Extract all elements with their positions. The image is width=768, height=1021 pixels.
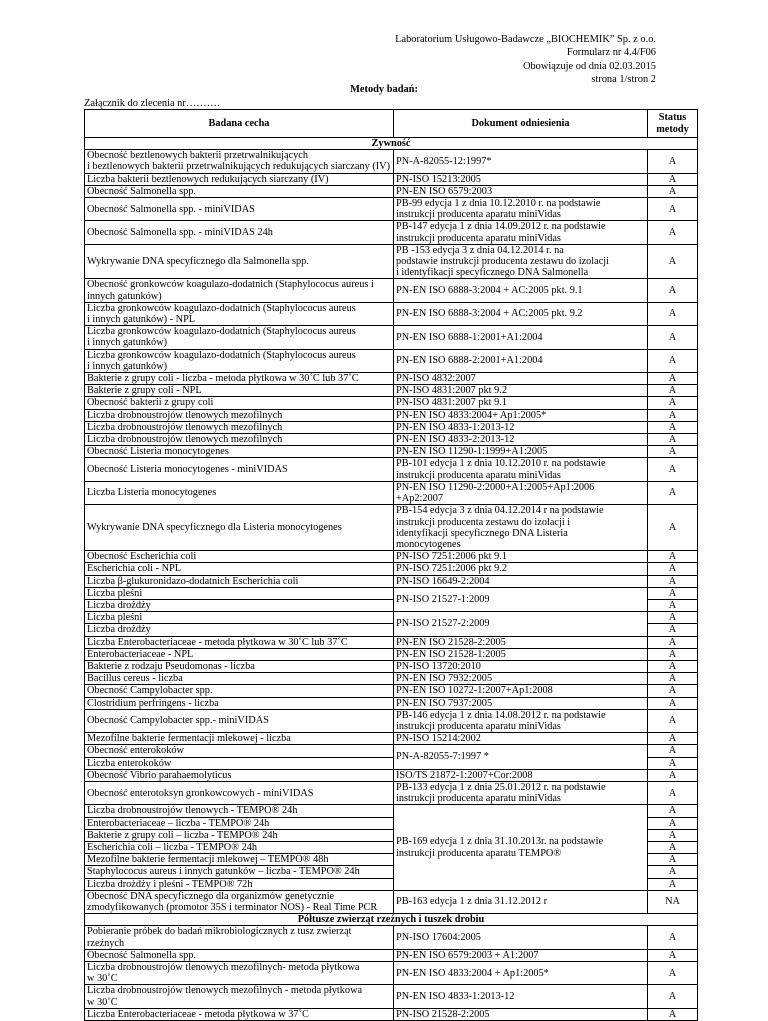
status-cell: A (648, 757, 698, 769)
status-cell: A (648, 624, 698, 636)
table-row (85, 926, 698, 949)
table-row (85, 302, 698, 325)
feature-cell: Liczba gronkowców koagulazo-dodatnich (Staphylococus aureus i innych gatunków) - NPL (85, 302, 394, 325)
status-cell: A (648, 221, 698, 244)
table-row (85, 198, 698, 221)
status-cell: A (648, 769, 698, 781)
status-cell: A (648, 949, 698, 961)
document-header (395, 33, 656, 86)
document-cell: PN-EN ISO 6579:2003 (394, 185, 648, 197)
status-cell: A (648, 854, 698, 866)
status-cell: A (648, 612, 698, 624)
status-cell: A (648, 745, 698, 757)
status-cell: A (648, 575, 698, 587)
feature-cell: Obecność beztlenowych bakterii przetrwalnikujących i beztlenowych bakterii przetrwalnikujących redukujących siarczany (IV) (85, 150, 394, 173)
feature-cell: Bakterie z grupy coli - liczba - metoda płytkowa w 30˚C lub 37˚C (85, 373, 394, 385)
document-cell: PN-ISO 7251:2006 pkt 9.2 (394, 563, 648, 575)
feature-cell: Escherichia coli - NPL (85, 563, 394, 575)
table-row (85, 673, 698, 685)
document-cell: PN-ISO 21528-2:2005 (394, 1008, 648, 1020)
feature-cell: Mezofilne bakterie fermentacji mlekowej - liczba (85, 733, 394, 745)
status-cell: A (648, 709, 698, 732)
header-document: Dokument odniesienia (394, 110, 648, 138)
table-row (85, 890, 698, 913)
feature-cell: Obecność Salmonella spp. (85, 185, 394, 197)
table-row (85, 1008, 698, 1020)
document-cell: PN-EN ISO 6888-3:2004 + AC:2005 pkt. 9.2 (394, 302, 648, 325)
document-cell: PB-169 edycja 1 z dnia 31.10.2013r. na podstawie instrukcji producenta aparatu TEMPO® (394, 805, 648, 890)
status-cell: A (648, 302, 698, 325)
feature-cell: Enterobacteriaceae - NPL (85, 648, 394, 660)
feature-cell: Bakterie z grupy coli - NPL (85, 385, 394, 397)
status-cell: A (648, 349, 698, 372)
feature-cell: Liczba β-glukuronidazo-dodatnich Escherichia coli (85, 575, 394, 587)
table-row (85, 962, 698, 985)
status-cell: A (648, 685, 698, 697)
feature-cell: Liczba drobnoustrojów tlenowych mezofilnych- metoda płytkowa w 30˚C (85, 962, 394, 985)
feature-cell: Mezofilne bakterie fermentacji mlekowej – TEMPO® 48h (85, 854, 394, 866)
status-cell: A (648, 434, 698, 446)
table-row (85, 985, 698, 1008)
table-row (85, 279, 698, 302)
status-cell: A (648, 173, 698, 185)
table-row (85, 349, 698, 372)
document-cell: PN-EN ISO 11290-1:1999+A1:2005 (394, 446, 648, 458)
status-cell: A (648, 446, 698, 458)
feature-cell: Bakterie z rodzaju Pseudomonas - liczba (85, 660, 394, 672)
table-row (85, 575, 698, 587)
status-cell: A (648, 733, 698, 745)
feature-cell: Obecność enterotoksyn gronkowcowych - miniVIDAS (85, 781, 394, 804)
table-row (85, 587, 698, 599)
status-cell: A (648, 660, 698, 672)
document-cell: PN-EN ISO 6888-2:2001+A1:2004 (394, 349, 648, 372)
table-row (85, 434, 698, 446)
document-cell: PN-ISO 7251:2006 pkt 9.1 (394, 551, 648, 563)
feature-cell: Obecność gronkowców koagulazo-dodatnich (Staphylococus aureus i innych gatunków) (85, 279, 394, 302)
table-row (85, 421, 698, 433)
feature-cell: Liczba gronkowców koagulazo-dodatnich (Staphylococus aureus i innych gatunków) (85, 326, 394, 349)
feature-cell: Liczba bakterii beztlenowych redukujących siarczany (IV) (85, 173, 394, 185)
document-cell: PB-99 edycja 1 z dnia 10.12.2010 r. na podstawie instrukcji producenta aparatu miniVidas (394, 198, 648, 221)
table-row (85, 409, 698, 421)
table-row (85, 326, 698, 349)
feature-cell: Liczba pleśni (85, 612, 394, 624)
feature-cell: Obecność Salmonella spp. - miniVIDAS (85, 198, 394, 221)
status-cell: A (648, 563, 698, 575)
table-row (85, 781, 698, 804)
table-row (85, 709, 698, 732)
feature-cell: Obecność Listeria monocytogenes - miniVIDAS (85, 458, 394, 481)
feature-cell: Wykrywanie DNA specyficznego dla Listeria monocytogenes (85, 505, 394, 551)
status-cell: A (648, 397, 698, 409)
document-cell: PN-A-82055-7:1997 * (394, 745, 648, 769)
document-cell: PN-EN ISO 11290-2:2000+A1:2005+Ap1:2006 +Ap2:2007 (394, 481, 648, 504)
status-cell: A (648, 926, 698, 949)
status-cell: A (648, 551, 698, 563)
status-cell: A (648, 1008, 698, 1020)
feature-cell: Liczba Enterobacteriaceae - metoda płytkowa w 30˚C lub 37˚C (85, 636, 394, 648)
table-row (85, 221, 698, 244)
feature-cell: Liczba enterokoków (85, 757, 394, 769)
document-cell: PN-ISO 13720:2010 (394, 660, 648, 672)
section-title: Półtusze zwierząt rzeźnych i tuszek drobiu (85, 914, 698, 926)
status-cell: A (648, 697, 698, 709)
status-cell: A (648, 481, 698, 504)
status-cell: A (648, 198, 698, 221)
table-row (85, 150, 698, 173)
feature-cell: Bacillus cereus - liczba (85, 673, 394, 685)
document-cell: PN-ISO 15213:2005 (394, 173, 648, 185)
document-cell: PN-EN ISO 4833-2:2013-12 (394, 434, 648, 446)
status-cell: A (648, 841, 698, 853)
table-row (85, 563, 698, 575)
status-cell: A (648, 985, 698, 1008)
section-row (85, 914, 698, 926)
feature-cell: Liczba drożdży i pleśni - TEMPO® 72h (85, 878, 394, 890)
status-cell: A (648, 587, 698, 599)
document-cell: PB-147 edycja 1 z dnia 14.09.2012 r. na podstawie instrukcji producenta aparatu miniVidas (394, 221, 648, 244)
status-cell: A (648, 326, 698, 349)
section-title: Żywność (85, 138, 698, 150)
table-row (85, 805, 698, 817)
feature-cell: Obecność Listeria monocytogenes (85, 446, 394, 458)
document-cell: PN-EN ISO 21528-2:2005 (394, 636, 648, 648)
document-cell: PB-163 edycja 1 z dnia 31.12.2012 r (394, 890, 648, 913)
status-cell: A (648, 458, 698, 481)
status-cell: A (648, 878, 698, 890)
feature-cell: Liczba drobnoustrojów tlenowych mezofilnych (85, 409, 394, 421)
feature-cell: Obecność Escherichia coli (85, 551, 394, 563)
document-cell: PB-101 edycja 1 z dnia 10.12.2010 r. na podstawie instrukcji producenta aparatu miniVidas (394, 458, 648, 481)
feature-cell: Obecność Campylobacter spp. (85, 685, 394, 697)
table-row (85, 636, 698, 648)
valid-from: Obowiązuje od dnia 02.03.2015 (522, 60, 656, 72)
table-row (85, 385, 698, 397)
feature-cell: Obecność DNA specyficznego dla organizmów genetycznie zmodyfikowanych (promotor 35S i terminator NOS) - Real Time PCR (85, 890, 394, 913)
status-cell: A (648, 185, 698, 197)
document-cell: PN-EN ISO 4833-1:2013-12 (394, 421, 648, 433)
table-row (85, 244, 698, 279)
table-header-row (85, 110, 698, 138)
document-cell: PN-ISO 16649-2:2004 (394, 575, 648, 587)
attachment-label: Załącznik do zlecenia nr………. (84, 98, 220, 109)
table-row (85, 685, 698, 697)
lab-name: Laboratorium Usługowo-Badawcze „BIOCHEMIK” Sp. z o.o. (395, 34, 656, 45)
status-cell: A (648, 805, 698, 817)
table-row (85, 949, 698, 961)
status-cell: A (648, 829, 698, 841)
feature-cell: Liczba gronkowców koagulazo-dodatnich (Staphylococus aureus i innych gatunków) (85, 349, 394, 372)
table-row (85, 458, 698, 481)
document-cell: PN-ISO 4831:2007 pkt 9.1 (394, 397, 648, 409)
feature-cell: Liczba drobnoustrojów tlenowych mezofilnych - metoda płytkowa w 30˚C (85, 985, 394, 1008)
status-cell: A (648, 599, 698, 611)
status-cell: A (648, 505, 698, 551)
table-row (85, 660, 698, 672)
document-cell: PN-EN ISO 21528-1:2005 (394, 648, 648, 660)
document-cell: PB -153 edycja 3 z dnia 04.12.2014 r. na podstawie instrukcji producenta zestawu do izolacji i identyfikacji specyficznego DNA Salmonella (394, 244, 648, 279)
feature-cell: Obecność Salmonella spp. - miniVIDAS 24h (85, 221, 394, 244)
document-cell: PB-154 edycja 3 z dnia 04.12.2014 r na podstawie instrukcji producenta zestawu do izolacji i identyfikacji specyficznego DNA Listeria monocytogenes (394, 505, 648, 551)
document-cell: PN-EN ISO 7932:2005 (394, 673, 648, 685)
feature-cell: Clostridium perfringens - liczba (85, 697, 394, 709)
feature-cell: Pobieranie próbek do badań mikrobiologicznych z tusz zwierząt rzeźnych (85, 926, 394, 949)
document-cell: PN-ISO 4831:2007 pkt 9.2 (394, 385, 648, 397)
feature-cell: Liczba drobnoustrojów tlenowych mezofilnych (85, 434, 394, 446)
document-cell: PB-146 edycja 1 z dnia 14.08.2012 r. na podstawie instrukcji producenta aparatu miniVidas (394, 709, 648, 732)
feature-cell: Liczba drożdży (85, 599, 394, 611)
document-cell: PN-EN ISO 6888-1:2001+A1:2004 (394, 326, 648, 349)
status-cell: A (648, 866, 698, 878)
document-cell: PN-ISO 21527-2:2009 (394, 612, 648, 636)
table-row (85, 697, 698, 709)
document-cell: PN-EN ISO 6579:2003 + A1:2007 (394, 949, 648, 961)
status-cell: A (648, 409, 698, 421)
table-row (85, 745, 698, 757)
status-cell: A (648, 648, 698, 660)
table-row (85, 481, 698, 504)
section-row (85, 138, 698, 150)
status-cell: A (648, 150, 698, 173)
feature-cell: Liczba Enterobacteriaceae - metoda płytkowa w 37˚C (85, 1008, 394, 1020)
feature-cell: Obecność enterokoków (85, 745, 394, 757)
status-cell: A (648, 385, 698, 397)
table-row (85, 173, 698, 185)
table-row (85, 648, 698, 660)
feature-cell: Obecność Campylobacter spp.- miniVIDAS (85, 709, 394, 732)
document-cell: PB-133 edycja 1 z dnia 25.01.2012 r. na podstawie instrukcji producenta aparatu miniVidas (394, 781, 648, 804)
feature-cell: Enterobacteriaceae – liczba - TEMPO® 24h (85, 817, 394, 829)
document-cell: PN-A-82055-12:1997* (394, 150, 648, 173)
document-cell: PN-ISO 21527-1:2009 (394, 587, 648, 611)
feature-cell: Liczba drobnoustrojów tlenowych - TEMPO® 24h (85, 805, 394, 817)
status-cell: A (648, 781, 698, 804)
document-cell: PN-EN ISO 4833:2004 + Ap1:2005* (394, 962, 648, 985)
feature-cell: Escherichia coli – liczba - TEMPO® 24h (85, 841, 394, 853)
feature-cell: Obecność bakterii z grupy coli (85, 397, 394, 409)
feature-cell: Liczba drożdży (85, 624, 394, 636)
feature-cell: Wykrywanie DNA specyficznego dla Salmonella spp. (85, 244, 394, 279)
status-cell: A (648, 962, 698, 985)
status-cell: A (648, 636, 698, 648)
feature-cell: Liczba drobnoustrojów tlenowych mezofilnych (85, 421, 394, 433)
document-cell: PN-ISO 17604:2005 (394, 926, 648, 949)
table-row (85, 769, 698, 781)
document-cell: PN-EN ISO 10272-1:2007+Ap1:2008 (394, 685, 648, 697)
status-cell: A (648, 817, 698, 829)
table-row (85, 446, 698, 458)
status-cell: A (648, 244, 698, 279)
feature-cell: Obecność Vibrio parahaemolyticus (85, 769, 394, 781)
feature-cell: Bakterie z grupy coli – liczba - TEMPO® 24h (85, 829, 394, 841)
table-row (85, 733, 698, 745)
document-cell: PN-EN ISO 7937:2005 (394, 697, 648, 709)
table-row (85, 505, 698, 551)
table-row (85, 185, 698, 197)
page-number: strona 1/stron 2 (591, 73, 656, 85)
header-feature: Badana cecha (85, 110, 394, 138)
document-cell: PN-ISO 4832:2007 (394, 373, 648, 385)
status-cell: A (648, 421, 698, 433)
status-cell: A (648, 279, 698, 302)
page-title: Metody badań: (350, 84, 418, 95)
feature-cell: Liczba pleśni (85, 587, 394, 599)
document-cell: PN-ISO 15214:2002 (394, 733, 648, 745)
feature-cell: Staphylococus aureus i innych gatunków – liczba - TEMPO® 24h (85, 866, 394, 878)
table-row (85, 373, 698, 385)
form-number: Formularz nr 4.4/F06 (566, 47, 656, 59)
methods-table (84, 109, 698, 1021)
document-cell: PN-EN ISO 4833:2004+ Ap1:2005* (394, 409, 648, 421)
status-cell: A (648, 673, 698, 685)
header-status: Status metody (648, 110, 698, 138)
document-cell: ISO/TS 21872-1:2007+Cor:2008 (394, 769, 648, 781)
status-cell: NA (648, 890, 698, 913)
document-cell: PN-EN ISO 6888-3:2004 + AC:2005 pkt. 9.1 (394, 279, 648, 302)
table-row (85, 397, 698, 409)
document-cell: PN-EN ISO 4833-1:2013-12 (394, 985, 648, 1008)
table-row (85, 612, 698, 624)
table-row (85, 551, 698, 563)
feature-cell: Liczba Listeria monocytogenes (85, 481, 394, 504)
feature-cell: Obecność Salmonella spp. (85, 949, 394, 961)
status-cell: A (648, 373, 698, 385)
